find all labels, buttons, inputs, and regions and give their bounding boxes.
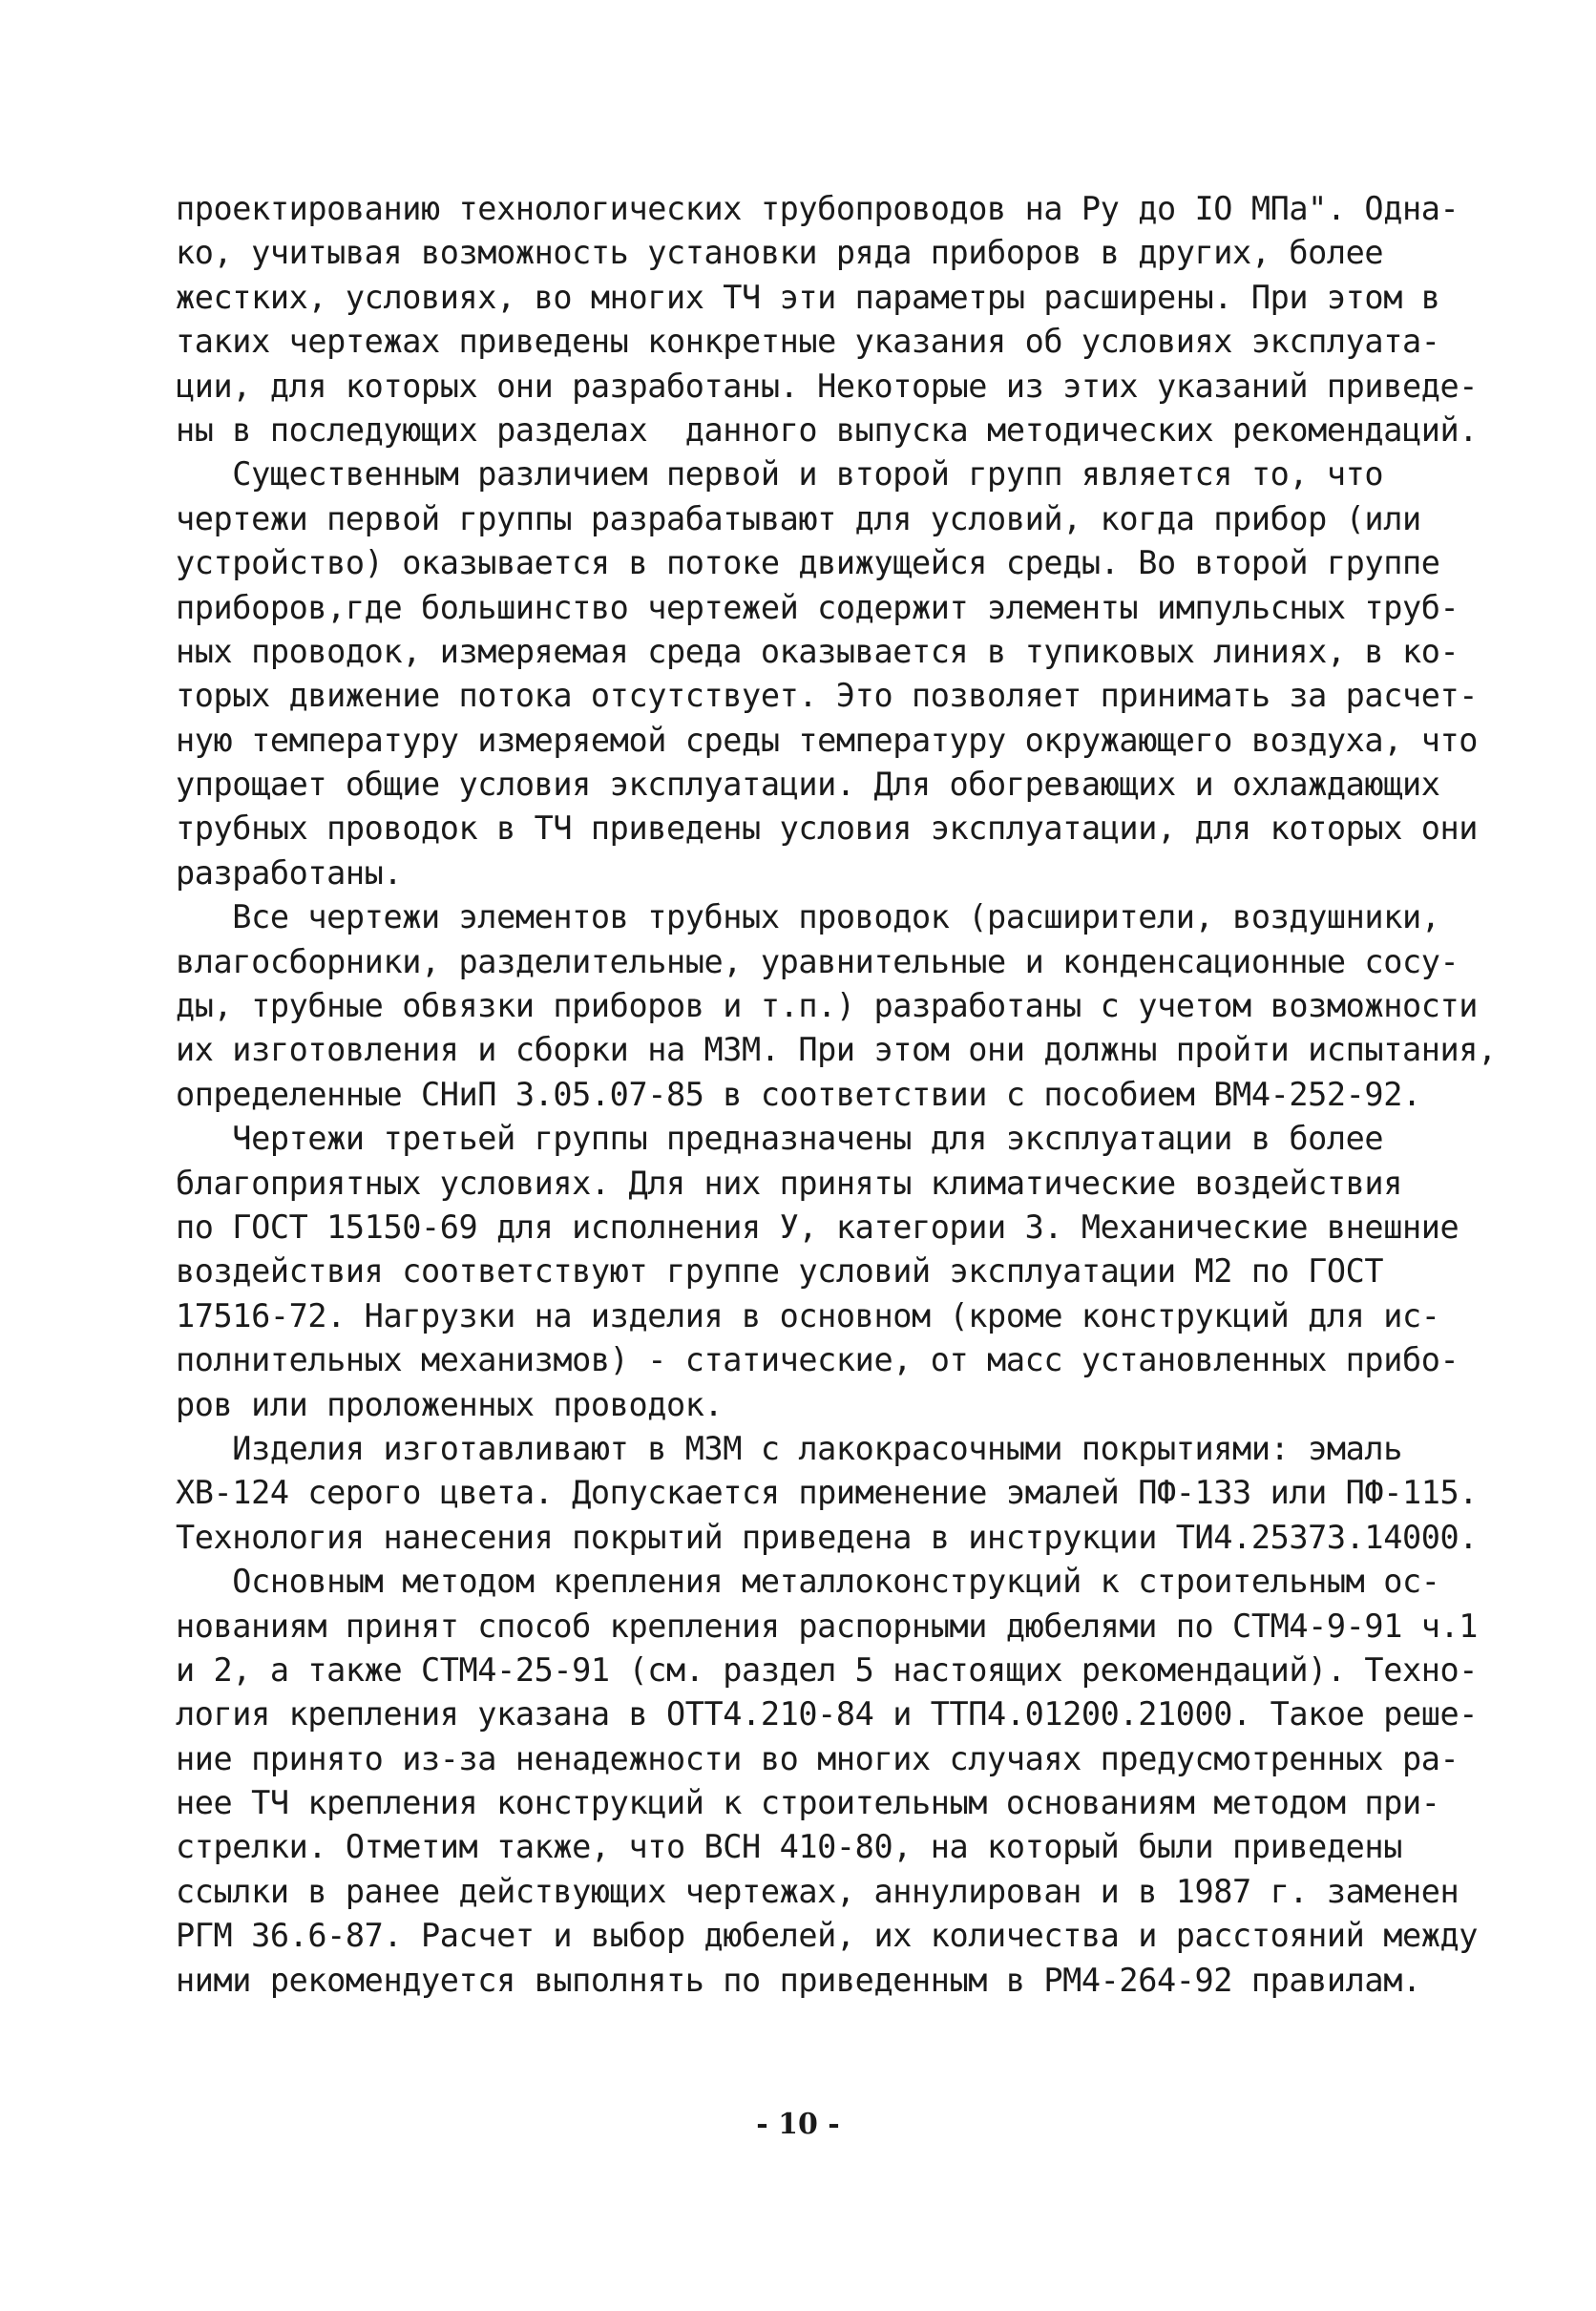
- text-line: Чертежи третьей группы предназначены для эксплуатации в более: [176, 1120, 1384, 1158]
- text-line: ции, для которых они разработаны. Некоторые из этих указаний приведе-: [176, 367, 1479, 405]
- text-line: Существенным различием первой и второй групп является то, что: [176, 455, 1384, 494]
- text-line: устройство) оказывается в потоке движущейся среды. Во второй группе: [176, 544, 1440, 582]
- text-line: проектированию технологических трубопроводов на Ру до IO МПа". Одна-: [176, 190, 1460, 227]
- text-line: РГМ 36.6-87. Расчет и выбор дюбелей, их количества и расстояний между: [176, 1917, 1479, 1955]
- text-line: ХВ-124 серого цвета. Допускается применение эмалей ПФ-133 или ПФ-115.: [176, 1474, 1479, 1512]
- text-line: Изделия изготавливают в МЗМ с лакокрасочными покрытиями: эмаль: [176, 1429, 1402, 1467]
- text-line: торых движение потока отсутствует. Это позволяет принимать за расчет-: [176, 677, 1479, 715]
- text-line: трубных проводок в ТЧ приведены условия эксплуатации, для которых они: [176, 809, 1479, 848]
- page-number: - 10 -: [756, 2108, 840, 2141]
- text-line: Технология нанесения покрытий приведена в инструкции ТИ4.25373.14000.: [176, 1518, 1479, 1556]
- text-line: ную температуру измеряемой среды температуру окружающего воздуха, что: [176, 721, 1479, 759]
- text-line: 17516-72. Нагрузки на изделия в основном (кроме конструкций для ис-: [176, 1296, 1440, 1334]
- text-line: нее ТЧ крепления конструкций к строительным основаниям методом при-: [176, 1784, 1440, 1822]
- text-line: ко, учитывая возможность установки ряда приборов в других, более: [176, 234, 1384, 272]
- text-line: приборов,где большинство чертежей содержит элементы импульсных труб-: [176, 588, 1460, 626]
- text-line: Все чертежи элементов трубных проводок (расширители, воздушники,: [176, 898, 1440, 936]
- text-line: нованиям принят способ крепления распорными дюбелями по СТМ4-9-91 ч.1: [176, 1607, 1479, 1645]
- text-line: жестких, условиях, во многих ТЧ эти параметры расширены. При этом в: [176, 278, 1440, 316]
- text-line: логия крепления указана в ОТТ4.210-84 и ТТП4.01200.21000. Такое реше-: [176, 1695, 1479, 1733]
- text-line: ных проводок, измеряемая среда оказывается в тупиковых линиях, в ко-: [176, 632, 1460, 670]
- text-line: стрелки. Отметим также, что ВСН 410-80, на который были приведены: [176, 1828, 1402, 1866]
- text-line: таких чертежах приведены конкретные указания об условиях эксплуата-: [176, 323, 1440, 361]
- text-line: Основным методом крепления металлоконструкций к строительным ос-: [176, 1563, 1440, 1601]
- text-line: ров или проложенных проводок.: [176, 1385, 724, 1423]
- text-line: ние принято из-за ненадежности во многих случаях предусмотренных ра-: [176, 1739, 1460, 1777]
- text-line: ними рекомендуется выполнять по приведенным в РМ4-264-92 правилам.: [176, 1961, 1421, 1999]
- text-line: по ГОСТ 15150-69 для исполнения У, категории 3. Механические внешние: [176, 1208, 1460, 1246]
- text-line: и 2, а также СТМ4-25-91 (см. раздел 5 настоящих рекомендаций). Техно-: [176, 1650, 1479, 1689]
- text-line: ды, трубные обвязки приборов и т.п.) разработаны с учетом возможности: [176, 987, 1479, 1025]
- text-line: разработаны.: [176, 853, 403, 892]
- body-text: [176, 187, 1502, 2003]
- text-line: определенные СНиП 3.05.07-85 в соответствии с пособием ВМ4-252-92.: [176, 1075, 1421, 1113]
- text-line: чертежи первой группы разрабатывают для условий, когда прибор (или: [176, 499, 1421, 537]
- text-line: упрощает общие условия эксплуатации. Для обогревающих и охлаждающих: [176, 766, 1440, 804]
- text-line: их изготовления и сборки на МЗМ. При этом они должны пройти испытания,: [176, 1031, 1497, 1069]
- text-line: воздействия соответствуют группе условий эксплуатации М2 по ГОСТ: [176, 1252, 1384, 1291]
- text-line: полнительных механизмов) - статические, от масс установленных прибо-: [176, 1341, 1460, 1379]
- text-line: ссылки в ранее действующих чертежах, аннулирован и в 1987 г. заменен: [176, 1872, 1460, 1910]
- text-line: влагосборники, разделительные, уравнительные и конденсационные сосу-: [176, 942, 1460, 980]
- text-line: благоприятных условиях. Для них приняты климатические воздействия: [176, 1164, 1402, 1202]
- text-line: ны в последующих разделах данного выпуска методических рекомендаций.: [176, 410, 1479, 449]
